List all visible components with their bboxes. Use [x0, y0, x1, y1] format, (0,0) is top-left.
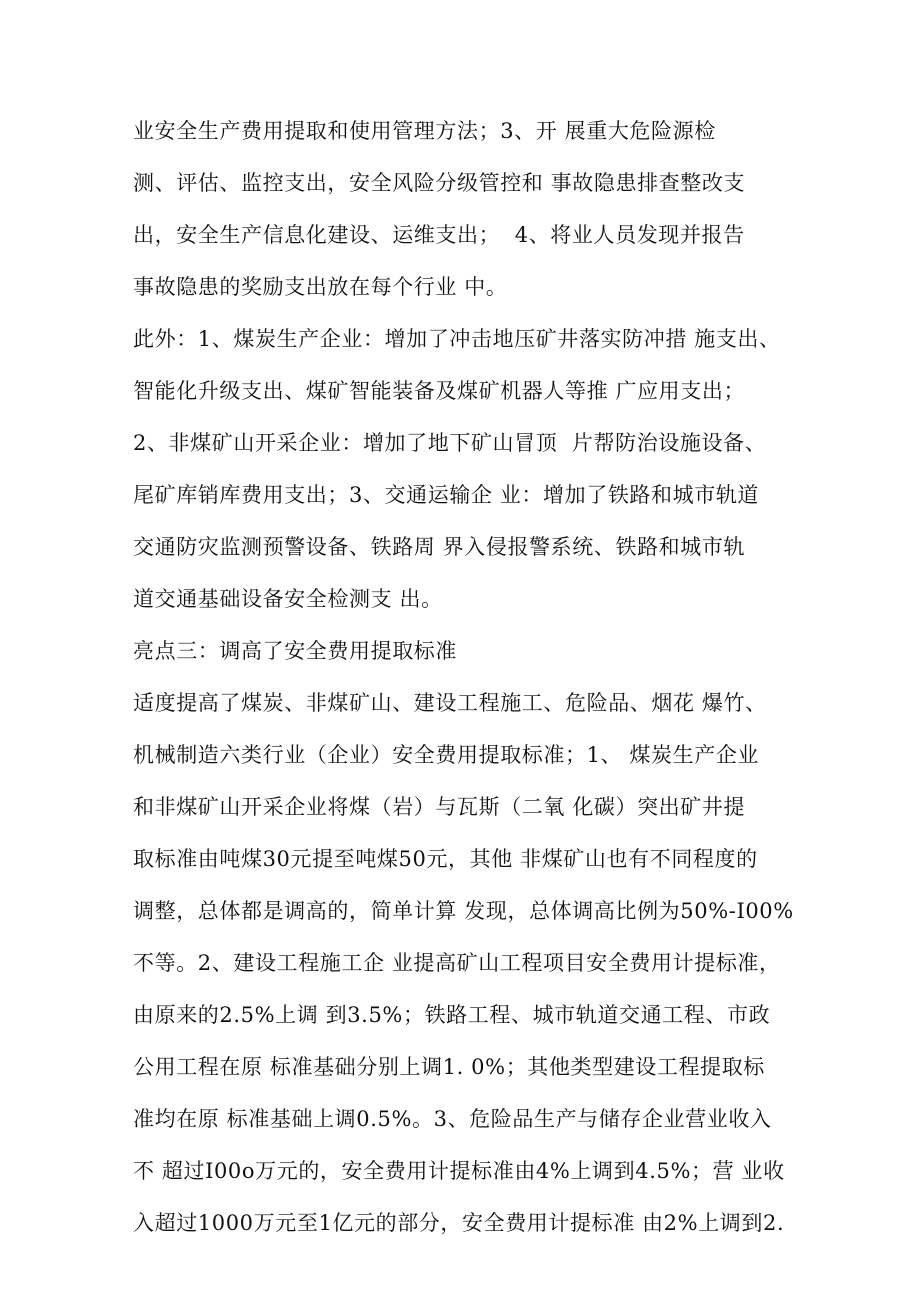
text-line: 事故隐患的奖励支出放在每个行业 中。: [133, 275, 508, 299]
text-line: 调整，总体都是调高的，简单计算 发现，总体调高比例为50%-I00%: [133, 899, 794, 923]
text-line: 准均在原 标准基础上调0.5%。3、危险品生产与储存企业营业收入: [133, 1107, 772, 1131]
text-line: 取标准由吨煤30元提至吨煤50元，其他 非煤矿山也有不同程度的: [133, 847, 758, 871]
text-line: 出，安全生产信息化建设、运维支出； 4、将业人员发现并报告: [133, 223, 745, 247]
text-line: 道交通基础设备安全检测支 出。: [133, 587, 443, 611]
text-line: 2、非煤矿山开采企业：增加了地下矿山冒顶 片帮防治设施设备、: [133, 431, 767, 455]
text-line: 智能化升级支出、煤矿智能装备及煤矿机器人等推 广应用支出；: [133, 379, 746, 403]
text-line: 机械制造六类行业（企业）安全费用提取标准；1、 煤炭生产企业: [133, 743, 760, 767]
text-line: 入超过1000万元至1亿元的部分，安全费用计提标准 由2%上调到2.: [133, 1211, 785, 1235]
text-line: 此外：1、煤炭生产企业：增加了冲击地压矿井落实防冲措 施支出、: [133, 327, 781, 351]
text-line: 测、评估、监控支出，安全风险分级管控和 事故隐患排查整改支: [133, 171, 746, 195]
text-line: 交通防灾监测预警设备、铁路周 界入侵报警系统、铁路和城市轨: [133, 535, 746, 559]
text-line: 由原来的2.5%上调 到3.5%；铁路工程、城市轨道交通工程、市政: [133, 1003, 771, 1027]
text-line: 公用工程在原 标准基础分别上调1. 0%；其他类型建设工程提取标: [133, 1055, 765, 1079]
text-line: 尾矿库销库费用支出；3、交通运输企 业：增加了铁路和城市轨道: [133, 483, 760, 507]
text-line: 和非煤矿山开采企业将煤（岩）与瓦斯（二氧 化碳）突出矿井提: [133, 795, 746, 819]
text-line: 不 超过I00o万元的，安全费用计提标准由4%上调到4.5%；营 业收: [133, 1159, 785, 1183]
text-line: 不等。2、建设工程施工企 业提高矿山工程项目安全费用计提标准，: [133, 951, 781, 975]
body-text: [133, 110, 833, 1254]
text-line: 业安全生产费用提取和使用管理方法；3、开 展重大危险源检: [133, 119, 716, 143]
section-heading: 亮点三：调高了安全费用提取标准: [133, 639, 457, 663]
text-line: 适度提高了煤炭、非煤矿山、建设工程施工、危险品、烟花 爆竹、: [133, 691, 767, 715]
